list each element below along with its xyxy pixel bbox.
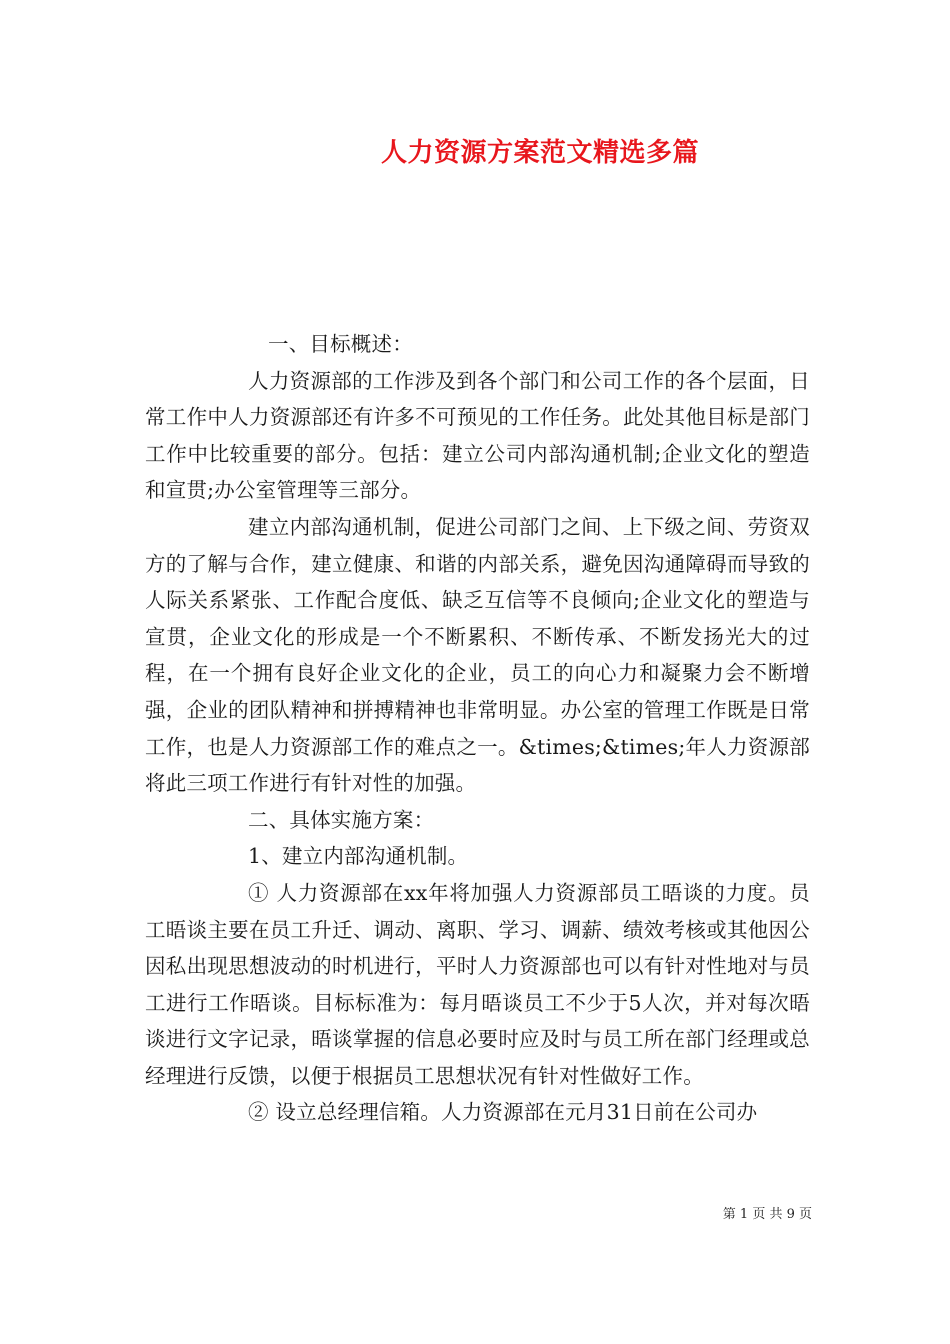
paragraph-item-2: ② 设立总经理信箱。人力资源部在元月31日前在公司办	[248, 1100, 758, 1125]
document-body	[145, 326, 810, 1131]
page-footer: 第 1 页 共 9 页	[722, 1207, 812, 1222]
section-heading-goals: 一、目标概述：	[268, 332, 413, 356]
section-heading-plan: 二、具体实施方案：	[248, 807, 435, 832]
paragraph-overview: 人力资源部的工作涉及到各个部门和公司工作的各个层面，日常工作中人力资源部还有许多不可预见的工作任务。此处其他目标是部门工作中比较重要的部分。包括：建立公司内部沟通机制;企业文化的塑造和宣贯;办公室管理等三部分。	[145, 368, 810, 503]
subheading-communication-mechanism: 1、建立内部沟通机制。	[248, 844, 469, 869]
paragraph-item-1: ① 人力资源部在xx年将加强人力资源部员工晤谈的力度。员工晤谈主要在员工升迁、调动、离职、学习、调薪、绩效考核或其他因公因私出现思想波动的时机进行，平时人力资源部也可以有针对性地对与员工进行工作晤谈。目标标准为：每月晤谈员工不少于5人次，并对每次晤谈进行文字记录，晤谈掌握的信息必要时应及时与员工所在部门经理或总经理进行反馈，以便于根据员工思想状况有针对性做好工作。	[145, 880, 810, 1088]
document-title: 人力资源方案范文精选多篇	[380, 138, 699, 168]
paragraph-communication: 建立内部沟通机制，促进公司部门之间、上下级之间、劳资双方的了解与合作，建立健康、和谐的内部关系，避免因沟通障碍而导致的人际关系紧张、工作配合度低、缺乏互信等不良倾向;企业文化的塑造与宣贯，企业文化的形成是一个不断累积、不断传承、不断发扬光大的过程，在一个拥有良好企业文化的企业，员工的向心力和凝聚力会不断增强，企业的团队精神和拼搏精神也非常明显。办公室的管理工作既是日常工作，也是人力资源部工作的难点之一。&times;&times;年人力资源部将此三项工作进行有针对性的加强。	[145, 514, 810, 796]
